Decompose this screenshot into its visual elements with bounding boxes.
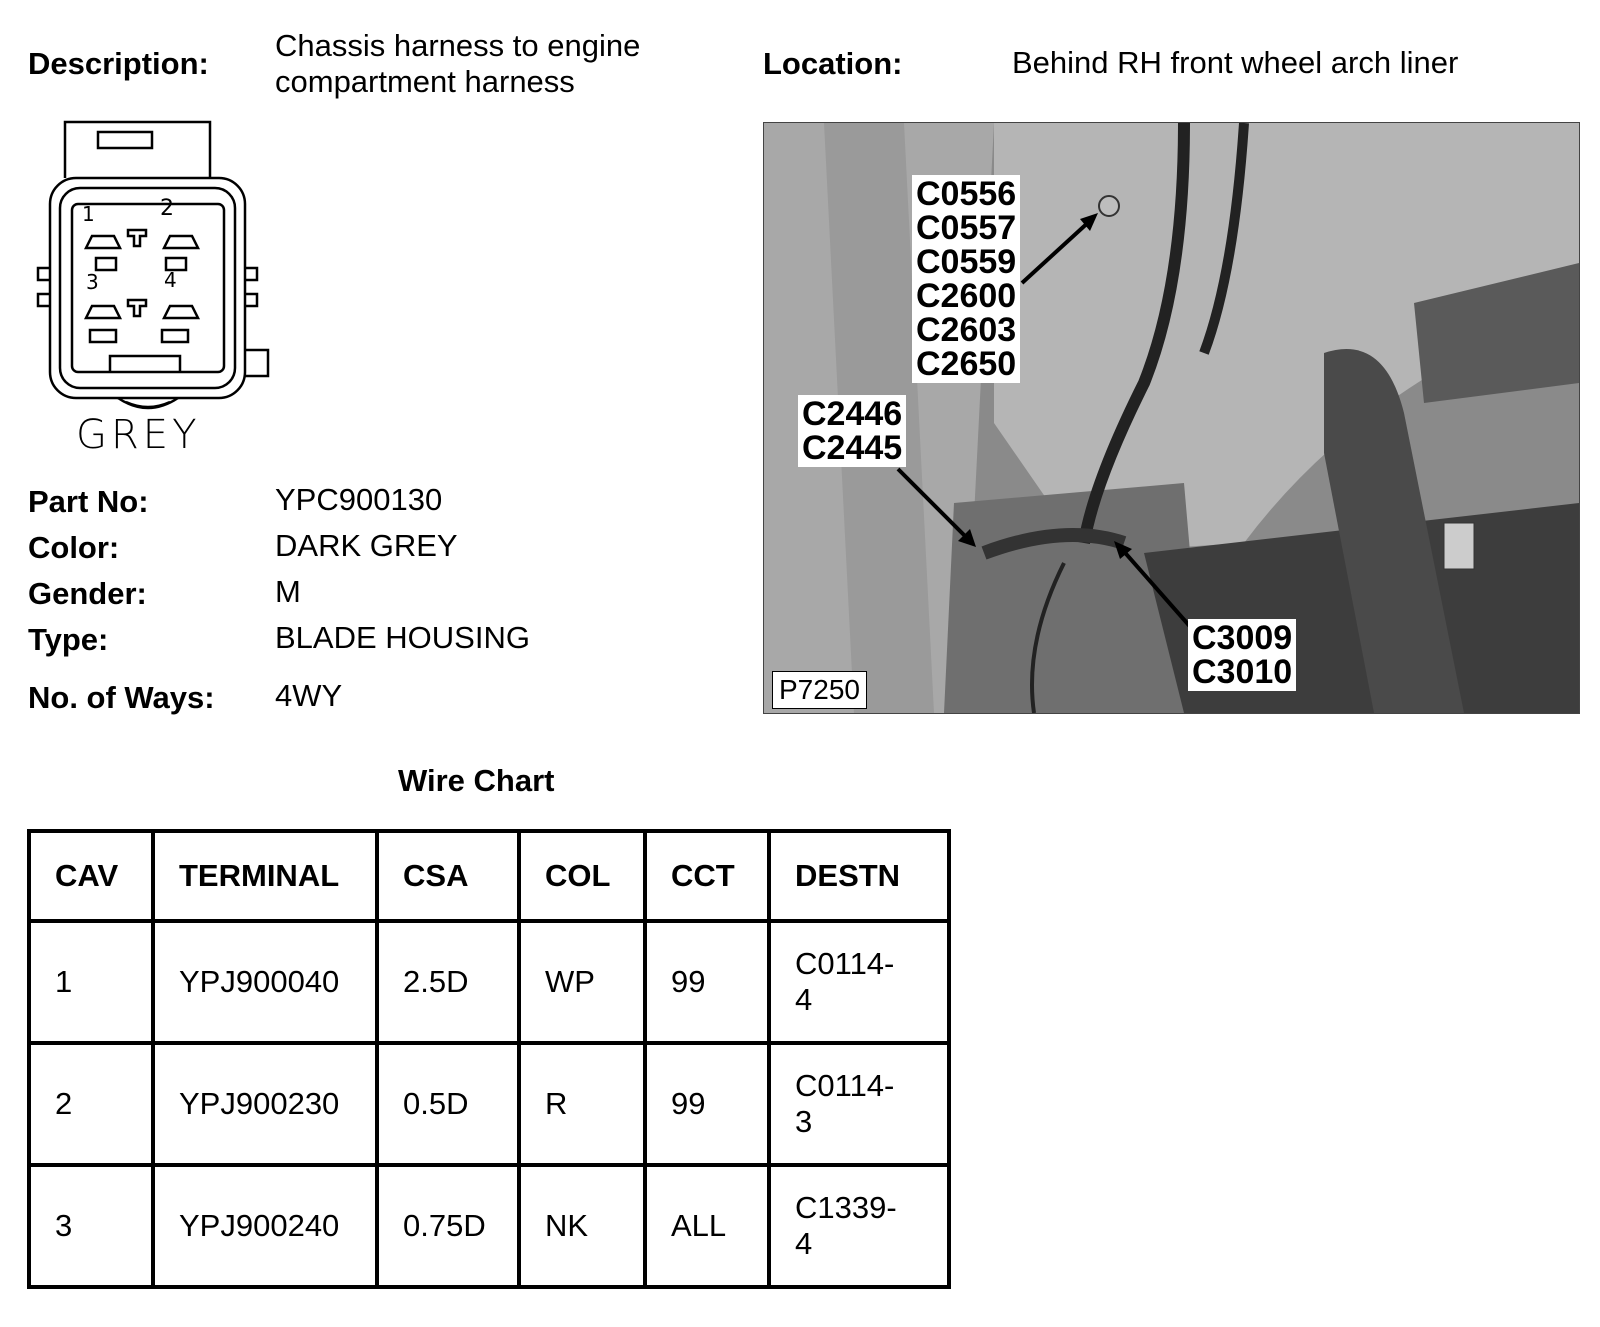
cell-destn <box>769 1043 949 1165</box>
connector-color-label: GREY <box>76 412 201 458</box>
ways-label: No. of Ways: <box>28 680 215 715</box>
description-label: Description: <box>28 46 209 81</box>
part-no-label: Part No: <box>28 484 149 519</box>
cell-terminal: YPJ900230 <box>153 1043 377 1165</box>
cell-cct: 99 <box>645 921 769 1043</box>
description-line-2: compartment harness <box>275 64 575 99</box>
table-row <box>29 1043 949 1165</box>
pin-label-3: 3 <box>86 270 99 294</box>
location-label: Location: <box>763 46 903 81</box>
gender-label: Gender: <box>28 576 147 611</box>
header-col: COL <box>519 831 645 921</box>
photo-reference: P7250 <box>772 671 867 709</box>
cell-cav: 3 <box>29 1165 153 1287</box>
callout-top-connectors: C0556 C0557 C0559 C2600 C2603 C2650 <box>912 175 1020 383</box>
destn-line-2: 4 <box>795 982 813 1017</box>
callout-left-connectors: C2446 C2445 <box>798 395 906 467</box>
cell-destn <box>769 921 949 1043</box>
location-photo <box>763 122 1580 714</box>
cell-cct: ALL <box>645 1165 769 1287</box>
destn-line-1: C1339- <box>795 1190 897 1225</box>
color-label: Color: <box>28 530 120 565</box>
cell-col: WP <box>519 921 645 1043</box>
location-value: Behind RH front wheel arch liner <box>1012 45 1459 80</box>
cell-col: NK <box>519 1165 645 1287</box>
callout-bottom-connectors: C3009 C3010 <box>1188 619 1296 691</box>
pin-label-4: 4 <box>164 268 177 292</box>
table-row <box>29 921 949 1043</box>
header-csa: CSA <box>377 831 519 921</box>
destn-line-1: C0114- <box>795 946 895 981</box>
ways-value: 4WY <box>275 678 343 713</box>
pin-label-1: 1 <box>82 202 95 226</box>
cell-csa: 0.75D <box>377 1165 519 1287</box>
wire-chart-title: Wire Chart <box>398 763 555 798</box>
type-label: Type: <box>28 622 109 657</box>
connector-outline-icon <box>30 118 270 458</box>
cell-csa: 2.5D <box>377 921 519 1043</box>
cell-cav: 1 <box>29 921 153 1043</box>
connector-face-diagram <box>30 118 270 458</box>
cell-cct: 99 <box>645 1043 769 1165</box>
destn-line-2: 4 <box>795 1226 813 1261</box>
description-value <box>275 28 695 100</box>
cell-terminal: YPJ900240 <box>153 1165 377 1287</box>
cell-csa: 0.5D <box>377 1043 519 1165</box>
header-cav: CAV <box>29 831 153 921</box>
wire-chart-table <box>27 829 951 1289</box>
color-value: DARK GREY <box>275 528 458 563</box>
pin-label-2: 2 <box>160 196 174 221</box>
gender-value: M <box>275 574 301 609</box>
part-no-value: YPC900130 <box>275 482 443 517</box>
header-cct: CCT <box>645 831 769 921</box>
cell-terminal: YPJ900040 <box>153 921 377 1043</box>
table-header-row <box>29 831 949 921</box>
header-terminal: TERMINAL <box>153 831 377 921</box>
destn-line-1: C0114- <box>795 1068 895 1103</box>
description-line-1: Chassis harness to engine <box>275 28 641 63</box>
destn-line-2: 3 <box>795 1104 813 1139</box>
cell-col: R <box>519 1043 645 1165</box>
cell-destn <box>769 1165 949 1287</box>
header-destn: DESTN <box>769 831 949 921</box>
table-row <box>29 1165 949 1287</box>
cell-cav: 2 <box>29 1043 153 1165</box>
type-value: BLADE HOUSING <box>275 620 530 655</box>
